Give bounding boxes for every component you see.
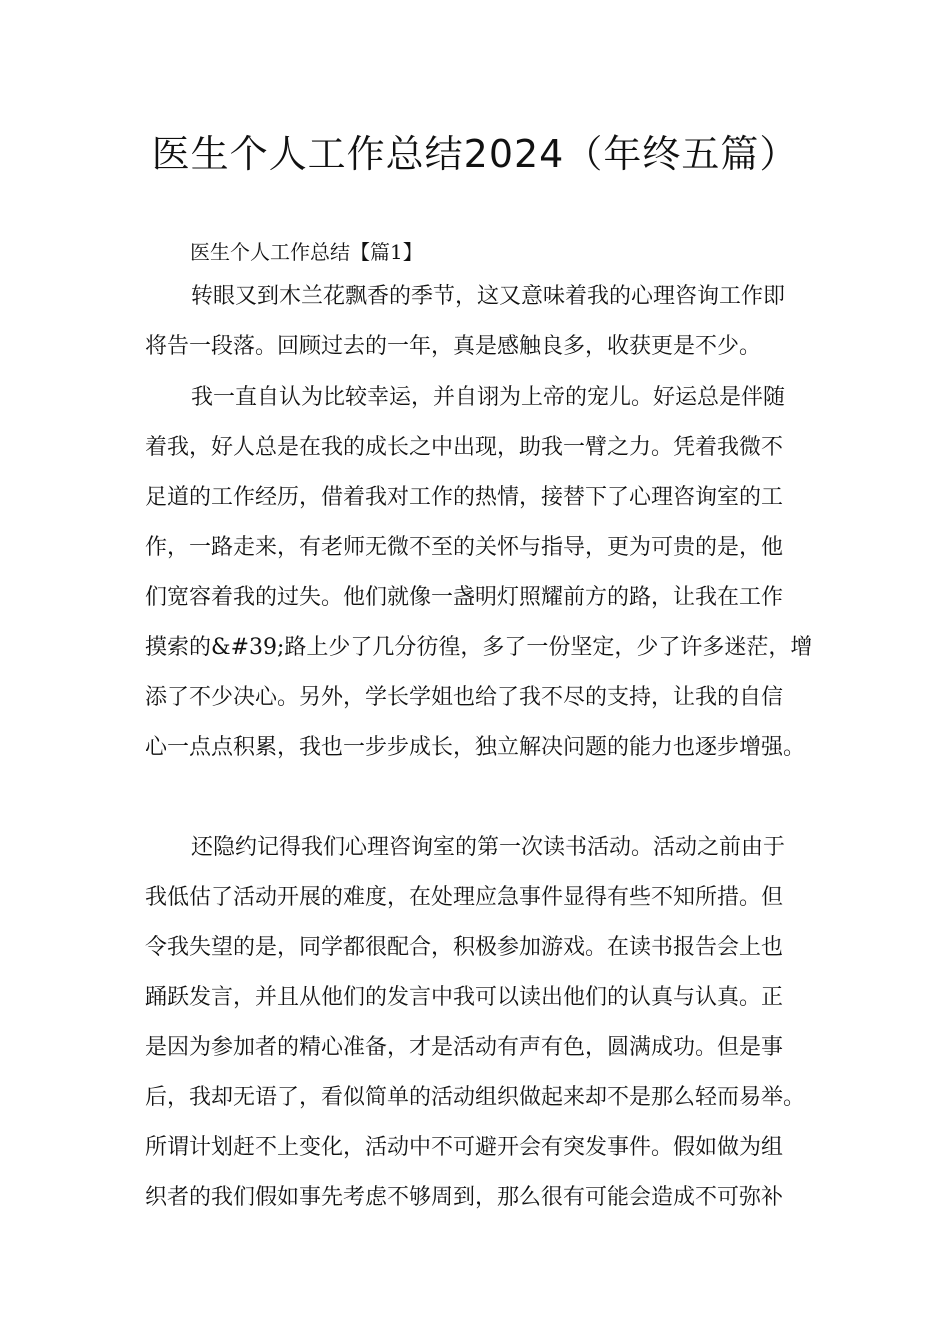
paragraph-line: 令我失望的是，同学都很配合，积极参加游戏。在读书报告会上也 bbox=[145, 935, 784, 960]
paragraph-line: 后，我却无语了，看似简单的活动组织做起来却不是那么轻而易举。 bbox=[145, 1085, 806, 1110]
paragraph-line: 作，一路走来，有老师无微不至的关怀与指导，更为可贵的是，他 bbox=[145, 535, 784, 560]
paragraph-line: 足道的工作经历，借着我对工作的热情，接替下了心理咨询室的工 bbox=[145, 485, 784, 510]
section-heading: 医生个人工作总结【篇1】 bbox=[190, 240, 423, 264]
paragraph-3 bbox=[145, 823, 811, 1223]
paragraph-line: 将告一段落。回顾过去的一年，真是感触良多，收获更是不少。 bbox=[145, 334, 762, 359]
paragraph-line: 们宽容着我的过失。他们就像一盏明灯照耀前方的路，让我在工作 bbox=[145, 585, 784, 610]
paragraph-line: 织者的我们假如事先考虑不够周到，那么很有可能会造成不可弥补 bbox=[145, 1185, 784, 1210]
paragraph-line: 添了不少决心。另外，学长学姐也给了我不尽的支持，让我的自信 bbox=[145, 685, 784, 710]
paragraph-line: 还隐约记得我们心理咨询室的第一次读书活动。活动之前由于 bbox=[191, 835, 786, 860]
paragraph-line: 是因为参加者的精心准备，才是活动有声有色，圆满成功。但是事 bbox=[145, 1035, 784, 1060]
paragraph-1 bbox=[145, 272, 811, 372]
document-title: 医生个人工作总结2024（年终五篇） bbox=[151, 132, 799, 176]
paragraph-line: 转眼又到木兰花飘香的季节，这又意味着我的心理咨询工作即 bbox=[191, 284, 786, 309]
paragraph-line: 踊跃发言，并且从他们的发言中我可以读出他们的认真与认真。正 bbox=[145, 985, 784, 1010]
paragraph-2 bbox=[145, 373, 811, 773]
paragraph-line: 心一点点积累，我也一步步成长，独立解决问题的能力也逐步增强。 bbox=[145, 735, 806, 760]
paragraph-line: 我一直自认为比较幸运，并自诩为上帝的宠儿。好运总是伴随 bbox=[191, 385, 786, 410]
paragraph-line: 所谓计划赶不上变化，活动中不可避开会有突发事件。假如做为组 bbox=[145, 1135, 784, 1160]
paragraph-line: 摸索的&#39;路上少了几分彷徨，多了一份坚定，少了许多迷茫，增 bbox=[145, 635, 813, 660]
paragraph-line: 着我，好人总是在我的成长之中出现，助我一臂之力。凭着我微不 bbox=[145, 435, 784, 460]
paragraph-line: 我低估了活动开展的难度，在处理应急事件显得有些不知所措。但 bbox=[145, 885, 784, 910]
